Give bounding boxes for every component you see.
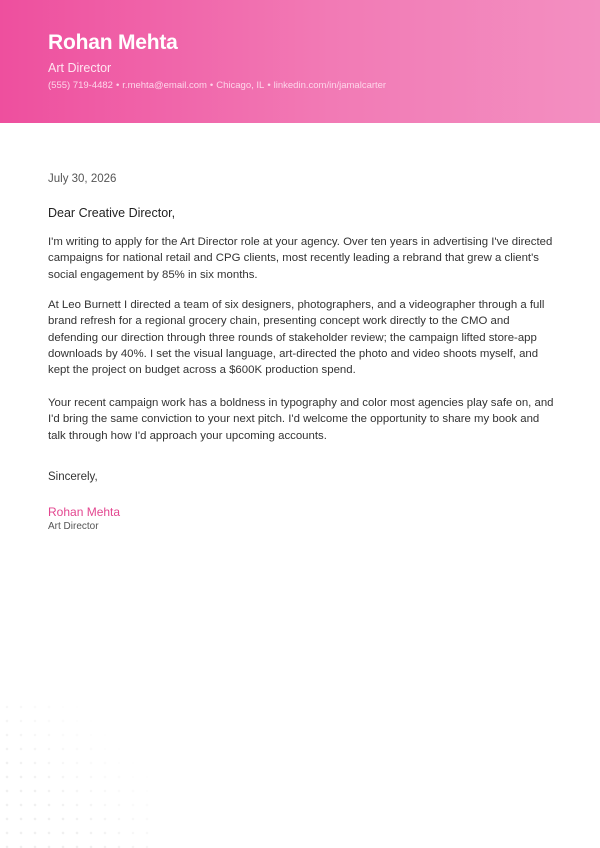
- body-paragraph-2: At Leo Burnett I directed a team of six designers, photographers, and a videographer through a full brand refresh for a regional grocery chain, presenting concept work directly to the CMO and defending our direction through three rounds of stakeholder review; the campaign lifted store-app downloads by 40%. I set the visual language, art-directed the photo and video shoots myself, and kept the project on budget across a $600K production spend.: [48, 299, 545, 377]
- signature-name: Rohan Mehta: [48, 505, 121, 519]
- applicant-name: Rohan Mehta: [48, 31, 178, 54]
- closing: Sincerely,: [48, 471, 98, 483]
- decorative-dot-pattern: [0, 700, 150, 848]
- salutation: Dear Creative Director,: [48, 206, 176, 220]
- contact-line: [48, 80, 386, 91]
- header-banner: [0, 0, 600, 123]
- separator-dot: •: [115, 80, 120, 91]
- linkedin-link[interactable]: linkedin.com/in/jamalcarter: [273, 80, 387, 91]
- separator-dot: •: [209, 80, 214, 91]
- letter-date: July 30, 2026: [48, 173, 117, 185]
- body-paragraph-3: Your recent campaign work has a boldness in typography and color most agencies play safe on, and I'd bring the same conviction to your next pitch. I'd welcome the opportunity to share my book and talk through how I'd approach your upcoming accounts.: [48, 397, 554, 442]
- applicant-title: Art Director: [48, 61, 112, 75]
- location: Chicago, IL: [216, 80, 265, 91]
- separator-dot: •: [267, 80, 271, 91]
- signature-title: Art Director: [48, 521, 99, 532]
- body-paragraph-1: I'm writing to apply for the Art Director role at your agency. Over ten years in advertising I've directed campaigns for national retail and CPG clients, most recently leading a rebrand that grew a client's social engagement by 85% in six months.: [48, 236, 553, 281]
- email-address[interactable]: r.mehta@email.com: [122, 80, 207, 91]
- phone-number: (555) 719-4482: [48, 80, 113, 91]
